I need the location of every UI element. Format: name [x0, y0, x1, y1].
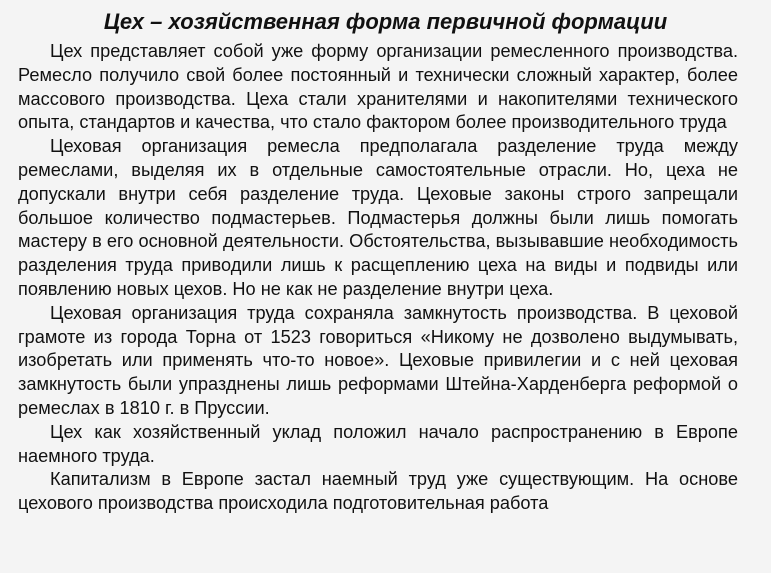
body-text: [18, 40, 738, 516]
slide-title: Цех – хозяйственная форма первичной формации: [103, 9, 668, 34]
paragraph-2: Цеховая организация ремесла предполагала разделение труда между ремеслами, выделяя их в отдельные самостоятельные отрасли. Но, цеха не допускали внутри себя разделение труда. Цеховые законы строго запрещали большое количество подмастерьев. Подмастерья должны были лишь помогать мастеру в его основной деятельности. Обстоятельства, вызывавшие необходимость разделения труда приводили лишь к расщеплению цеха на виды и подвиды или появлению новых цехов. Но не как не разделение внутри цеха.: [18, 136, 738, 299]
paragraph-1: Цех представляет собой уже форму организации ремесленного производства. Ремесло получило свой более постоянный и технически сложный характер, более массового производства. Цеха стали хранителями и накопителями технического опыта, стандартов и качества, что стало фактором более производительного труда: [18, 41, 738, 133]
paragraph-5: Капитализм в Европе застал наемный труд уже существующим. На основе цехового производства происходила подготовительная работа: [18, 469, 738, 514]
paragraph-4: Цех как хозяйственный уклад положил начало распространению в Европе наемного труда.: [18, 421, 738, 466]
paragraph-3: Цеховая организация труда сохраняла замкнутость производства. В цеховой грамоте из города Торна от 1523 говориться «Никому не дозволено выдумывать, изобретать или применять что-то новое». Цеховые привилегии и с ней цеховая замкнутость были упразднены лишь реформами Штейна-Харденберга реформой о ремеслах в 1810 г. в Пруссии.: [18, 302, 738, 418]
